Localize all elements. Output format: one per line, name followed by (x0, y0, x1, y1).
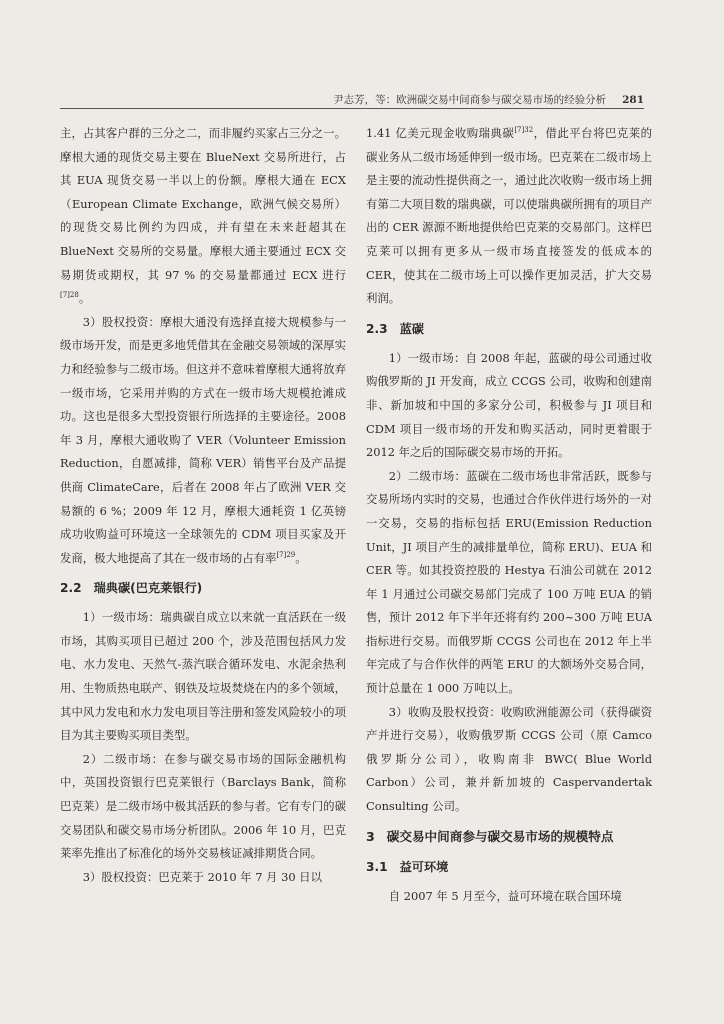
section-number: 2.2 (60, 581, 82, 596)
section-title: 蓝碳 (399, 321, 424, 336)
right-column (366, 122, 652, 908)
paragraph (366, 122, 652, 311)
paragraph (60, 311, 346, 571)
paragraph-text: 1.41 亿美元现金收购瑞典碳 (366, 126, 515, 140)
paragraph: 3）股权投资：巴克莱于 2010 年 7 月 30 日以 (82, 869, 322, 884)
citation: [7]29 (276, 550, 296, 559)
paragraph-text: 3）股权投资：摩根大通没有选择直接大规模参与一级市场开发，而是更多地凭借其在金融交易领域的深厚实力和经验参与二级市场。但这并不意味着摩根大通将放弃一级市场，它采用并购的方式在一级市场大规模抢滩成功。这也是很多大型投资银行所选择的主要途径。2008 年 3 月，摩根大通收购了 VER（Volunteer Emission Reduction，自愿减排，简称 VER）销售平台及产品提供商 ClimateCare，后者在 2008 年占了欧洲 VER 交易额的 6 %；2009 年 12 月，摩根大通耗资 1 亿英镑成功收购益可环境这一全球领先的 CDM 项目买家及开发商，极大地提高了其在一级市场的占有率 (60, 314, 346, 565)
paragraph-end: 。 (295, 550, 307, 565)
citation: [7]28 (60, 291, 79, 300)
chapter-number: 3 (366, 828, 375, 844)
paragraph: 自 2007 年 5 月至今，益可环境在联合国环境 (388, 888, 622, 903)
left-column (60, 122, 346, 889)
section-number: 2.3 (366, 321, 388, 336)
section-heading (366, 317, 652, 341)
paragraph-text: ，借此平台将巴克莱的碳业务从二级市场延伸到一级市场。巴克莱在二级市场上是主要的流动性提供商之一，通过此次收购一级市场上拥有第二大项目数的瑞典碳，可以使瑞典碳所拥有的项目产出的 CER 源源不断地提供给巴克莱的交易部门。这样巴克莱可以拥有更多从一级市场直接签发的低成本的 CER，使其在二级市场上可以操作更加灵活，扩大交易利润。 (366, 126, 652, 306)
running-header (60, 92, 644, 107)
paragraph (60, 122, 346, 311)
section-heading (60, 576, 346, 600)
chapter-heading (366, 825, 652, 849)
paragraph-end: 。 (78, 291, 91, 306)
paragraph: 3）收购及股权投资：收购欧洲能源公司（获得碳资产并进行交易），收购俄罗斯 CCGS 公司（原 Camco 俄罗斯分公司），收购南非 BWC( Blue World Carbon）公司，兼并新加坡的 Caspervandertak Consulting 公司。 (366, 704, 652, 814)
citation: [7]32 (514, 126, 534, 135)
section-heading (366, 855, 652, 879)
running-title: 尹志芳，等：欧洲碳交易中间商参与碳交易市场的经验分析 (333, 94, 607, 106)
header-rule (60, 108, 644, 109)
page-number: 281 (622, 94, 644, 106)
section-title: 瑞典碳(巴克莱银行) (93, 581, 203, 596)
section-title: 益可环境 (399, 859, 449, 874)
paragraph: 1）一级市场：瑞典碳自成立以来就一直活跃在一级市场，其购买项目已超过 200 个，涉及范围包括风力发电、水力发电、天然气-蒸汽联合循环发电、水泥余热利用、生物质热电联产、钢铁及垃圾焚烧在内的多个领域，其中风力发电和水力发电项目等注册和签发风险较小的项目为其主要购买项目类型。 (60, 610, 346, 743)
section-number: 3.1 (366, 859, 388, 874)
paragraph-text: 主，占其客户群的三分之二，而非履约买家占三分之一。摩根大通的现货交易主要在 BlueNext 交易所进行，占其 EUA 现货交易一半以上的份额。摩根大通在 ECX（European Climate Exchange，欧洲气候交易所）的现货交易比例约为四成，并有望在未来赶超其在 BlueNext 交易所的交易量。摩根大通主要通过 ECX 交易期货或期权，其 97 % 的交易量都通过 ECX 进行 (60, 126, 346, 282)
paragraph: 2）二级市场：在参与碳交易市场的国际金融机构中，英国投资银行巴克莱银行（Barclays Bank，简称巴克莱）是二级市场中极其活跃的参与者。它有专门的碳交易团队和碳交易市场分析团队。2006 年 10 月，巴克莱率先推出了标准化的场外交易核证减排期货合同。 (60, 751, 346, 861)
paragraph: 1）一级市场：自 2008 年起，蓝碳的母公司通过收购俄罗斯的 JI 开发商，成立 CCGS 公司，收购和创建南非、新加坡和中国的多家分公司，积极参与 JI 项目和 CDM 项目一级市场的开发和购买活动，同时更着眼于 2012 年之后的国际碳交易市场的开拓。 (366, 350, 652, 460)
chapter-title: 碳交易中间商参与碳交易市场的规模特点 (386, 828, 614, 844)
paragraph: 2）二级市场：蓝碳在二级市场也非常活跃，既参与交易所场内实时的交易，也通过合作伙伴进行场外的一对一交易，交易的指标包括 ERU(Emission Reduction Unit，JI 项目产生的减排量单位，简称 ERU)、EUA 和 CER 等。如其投资控股的 Hestya 石油公司就在 2012 年 1 月通过公司碳交易部门完成了 100 万吨 EUA 的销售，预计 2012 年下半年还将有约 200~300 万吨 EUA 指标进行交易。而俄罗斯 CCGS 公司也在 2012 年上半年完成了与合作伙伴的两笔 ERU 的大额场外交易合同，预计总量在 1 000 万吨以上。 (366, 468, 652, 696)
